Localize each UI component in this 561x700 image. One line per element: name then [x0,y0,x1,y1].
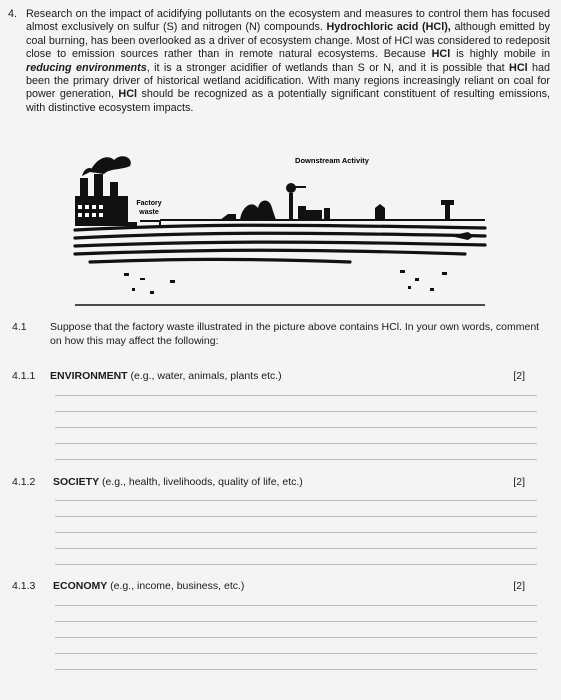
answer-line[interactable] [55,459,537,460]
item-4-1-3-number: 4.1.3 [12,580,36,592]
item-4-1-1-number: 4.1.1 [12,370,36,382]
item-4-1-2-number: 4.1.2 [12,476,36,488]
question-intro-text [26,8,550,115]
fish-icon [450,232,474,240]
intro-segment: is highly mobile in [450,48,550,61]
item-4-1-3-heading: ECONOMY (e.g., income, business, etc.) [53,580,245,592]
intro-segment: although emitted by coal burning, has been overlooked as a driver of ecosystem change. Most of HCl was considered to redeposit close to emission sources rather than in remote natural ecosystems. Because [26,21,550,61]
answer-line[interactable] [55,605,537,606]
river-lines [75,225,485,262]
intro-segment: should be recognized as a potentially significant constituent of resulting emissions, with distinctive ecosystem impacts. [26,88,551,114]
answer-line[interactable] [55,532,537,533]
answer-line[interactable] [55,653,537,654]
answer-line[interactable] [55,621,537,622]
intro-segment: HCl [509,61,528,74]
item-4-1-3-marks: [2] [513,580,525,592]
answer-line[interactable] [55,548,537,549]
answer-line[interactable] [55,564,537,565]
item-4-1-1-marks: [2] [513,370,525,382]
factory-label-line1: Factory [136,200,162,207]
item-4-1-1-heading: ENVIRONMENT (e.g., water, animals, plants etc.) [50,370,282,382]
item-4-1-2-heading: SOCIETY (e.g., health, livelihoods, quality of life, etc.) [53,476,303,488]
intro-segment: , it is a stronger acidifier of wetlands than S or N, and it is possible that [146,61,510,74]
answer-line[interactable] [55,669,537,670]
factory-icon [75,156,137,226]
downstream-label: Downstream Activity [295,156,369,165]
sub-4-1-text: Suppose that the factory waste illustrated in the picture above contains HCl. In your own words, comment on how this may affect the following: [50,321,540,347]
intro-segment: Research on the impact of acidifying pollutants on the ecosystem and measures to control them has focused almost exclusively on sulfur (S) and nitrogen (N) compounds. [26,8,550,34]
item-4-1-2-marks: [2] [513,476,525,488]
answer-line[interactable] [55,427,537,428]
sub-4-1-number: 4.1 [12,321,27,333]
question-number: 4. [8,8,18,20]
intro-segment: had been the primary driver of historical wetland acidification. With many regions increasingly reliant on coal for power generation, [26,61,551,101]
pollutant-droplets [124,270,447,294]
answer-line[interactable] [55,637,537,638]
answer-line[interactable] [55,516,537,517]
answer-line[interactable] [55,443,537,444]
intro-segment: HCl [118,88,138,101]
intro-segment: reducing environments [26,61,147,74]
intro-segment: Hydrochloric acid (HCl), [326,21,451,34]
question-4-intro [8,8,550,115]
intro-segment: HCl [431,48,451,61]
answer-line[interactable] [55,411,537,412]
factory-pollution-illustration [70,148,490,313]
downstream-settlement-icon [220,183,454,220]
answer-line[interactable] [55,395,537,396]
answer-line[interactable] [55,500,537,501]
factory-label-line2: waste [139,209,159,216]
